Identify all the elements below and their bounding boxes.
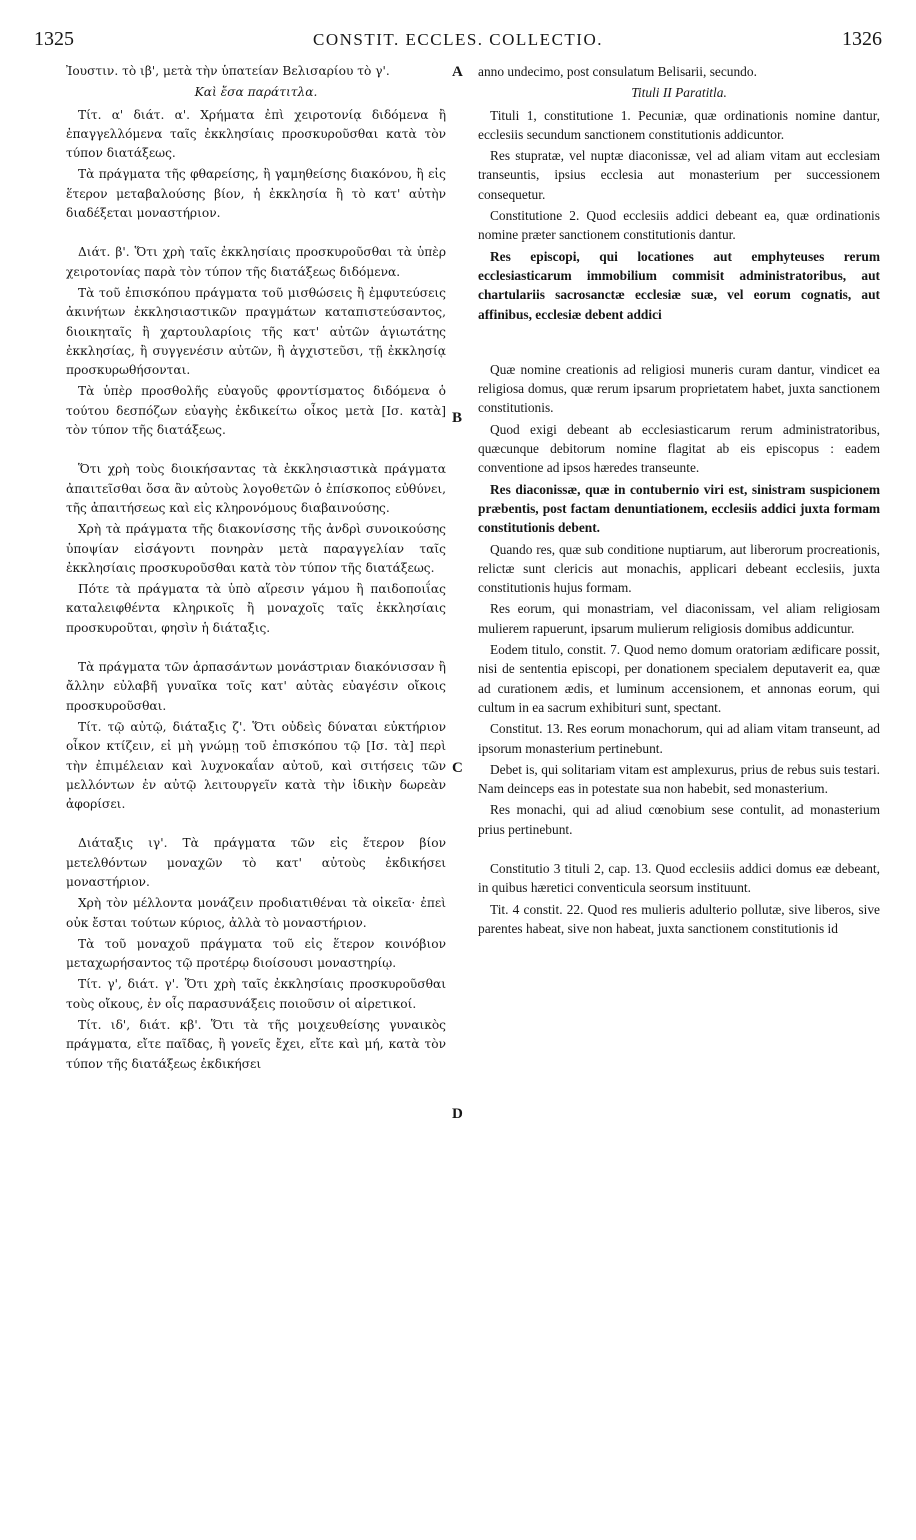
greek-paragraph: Τὰ πράγματα τῶν ἁρπασάντων μονάστριαν διακόνισσαν ἢ ἄλλην εὐλαβῆ γυναῖκα τοῖς κατ' αὐτὰς εὐαγέσιν οἴκοις προσκυροῦσθαι.	[66, 660, 446, 713]
section-marker-b: B	[452, 410, 463, 426]
latin-paragraph: Tituli 1, constitutione 1. Pecuniæ, quæ ordinationis nomine dantur, ecclesiis secundum sanctionem constitutionis addicuntor.	[478, 107, 880, 142]
latin-paragraph: Quod exigi debeant ab ecclesiasticarum rerum administratoribus, quæcunque debitorum nomine flagitat ab eis episcopus : eadem conventione ad ipsos hæredes transeunte.	[478, 421, 880, 476]
latin-paragraph: Tit. 4 constit. 22. Quod res mulieris adulterio pollutæ, sive liberos, sive parentes habeat, sive non habeat, juxta sanctionem constitutionis id	[478, 901, 880, 936]
latin-paragraph: Quæ nomine creationis ad religiosi muneris curam dantur, vindicet ea religiosa domus, quæ rerum ipsarum proprietatem habet, juxta sanctionem constitutionis.	[478, 361, 880, 416]
latin-paragraph: Eodem titulo, constit. 7. Quod nemo domum oratoriam ædificare possit, nisi de sententia episcopi, per donationem specialem deputaverit ea, quæ ad curationem ædis, et luminum accensionem, et annonas eorum, qui cultum in ea sacrum exhibituri sunt, spectant.	[478, 642, 880, 715]
greek-paragraph: Τὰ τοῦ μοναχοῦ πράγματα τοῦ εἰς ἕτερον κοινόβιον μεταχωρήσαντος τῷ προτέρῳ διοίσουσι μοναστηρίῳ.	[66, 936, 446, 971]
running-title: CONSTIT. ECCLES. COLLECTIO.	[313, 30, 603, 49]
greek-paragraph: Τίτ. α' διάτ. α'. Χρήματα ἐπὶ χειροτονίᾳ διδόμενα ἢ ἐπαγγελλόμενα ταῖς ἐκκλησίαις προσκυροῦσθαι κατὰ τὸν τύπον διατάξεως.	[66, 107, 446, 161]
column-number-right: 1326	[842, 28, 882, 50]
greek-paragraph: Τίτ. γ', διάτ. γ'. Ὅτι χρὴ ταῖς ἐκκλησίαις προσκυροῦσθαι τοὺς οἴκους, ἐν οἷς παρασυνάξεις ποιοῦσιν οἱ αἱρετικοί.	[66, 977, 446, 1011]
greek-paragraph: Τὰ τοῦ ἐπισκόπου πράγματα τοῦ μισθώσεις ἢ ἐμφυτεύσεις ἀκινήτων ἐκκλησιαστικῶν πραγμάτων καταπιστεύσαντος, διοικηταῖς ἢ χαρτουλαρίοις τῆς κατ' αὐτῶν ἁγιωτάτης ἐκκλησίας, ἢ συγγενέσιν αὐτῶν, ἢ ἀγχιστεῦσι, τῇ ἐκκλησίᾳ προσκυρωθήσονται.	[66, 285, 446, 378]
latin-column	[478, 62, 880, 940]
greek-paragraph: Τίτ. τῷ αὐτῷ, διάταξις ζ'. Ὅτι οὐδεὶς δύναται εὐκτήριον οἶκον κτίζειν, εἰ μὴ γνώμῃ τοῦ ἐπισκόπου τῷ [Ισ. τὰ] περὶ τὴν ἐπιμέλειαν καὶ λυχνοκαΐαν αὐτοῦ, καὶ σιτήσεις τῶν μελλόντων ἐν αὐτῷ λειτουργεῖν κατὰ τὴν ἰδικὴν δωρεὰν ἀφορίσει.	[66, 719, 446, 812]
column-number-left: 1325	[34, 28, 74, 50]
section-marker-c: C	[452, 760, 463, 776]
latin-paragraph: Quando res, quæ sub conditione nuptiarum, aut liberorum procreationis, relictæ sunt clericis aut monachis, applicari debeant ecclesiis, juxta constitutionis hujus formam.	[478, 541, 880, 596]
section-marker-d: D	[452, 1106, 463, 1122]
latin-paragraph: Res episcopi, qui locationes aut emphyteuses rerum ecclesiasticarum immobilium commisit administratoribus, aut chartulariis sacrosanctæ ecclesiæ suæ, vel eorum cognatis, aut affinibus, ecclesiæ debent addici	[478, 248, 880, 322]
running-header	[34, 28, 882, 54]
greek-paragraph: Χρὴ τὰ πράγματα τῆς διακονίσσης τῆς ἀνδρὶ συνοικούσης ὑποψίαν εἰσάγοντι πονηρὰν μετὰ παραγγελίαν ταῖς ἐκκλησίαις προσκυροῦσθαι κατὰ τὸν τύπον τῆς διατάξεως.	[66, 522, 446, 575]
latin-subheading: Tituli II Paratitla.	[631, 85, 727, 101]
greek-paragraph: Ἰουστιν. τὸ ιβ', μετὰ τὴν ὑπατείαν Βελισαρίου τὸ γ'.	[66, 64, 390, 78]
latin-paragraph: Constitutione 2. Quod ecclesiis addici debeant ea, quæ ordinationis nomine præter sanctionem constitutionis dantur.	[478, 208, 880, 243]
latin-paragraph: anno undecimo, post consulatum Belisarii, secundo.	[478, 64, 757, 79]
greek-paragraph: Διάταξις ιγ'. Τὰ πράγματα τῶν εἰς ἕτερον βίον μετελθόντων μοναχῶν τὸ κατ' αὐτοὺς ἐκδικήσει μοναστήριον.	[66, 836, 446, 889]
greek-column	[66, 62, 446, 1076]
latin-paragraph: Res eorum, qui monastriam, vel diaconissam, vel aliam religiosam mulierem rapuerunt, ipsarum mulierum religiosis domibus addicuntur.	[478, 601, 880, 636]
section-marker-a: A	[452, 64, 463, 80]
greek-paragraph: Ὅτι χρὴ τοὺς διοικήσαντας τὰ ἐκκλησιαστικὰ πράγματα ἀπαιτεῖσθαι ὅσα ἂν αὐτοὺς λογοθετῶν ὁ ἐπίσκοπος εὐθύνει, τῆς ἀπαιτήσεως καὶ εἰς κληρονόμους διαβαινούσης.	[66, 462, 446, 515]
greek-subheading: Καὶ ἔσα παράτιτλα.	[194, 85, 318, 100]
greek-paragraph: Τίτ. ιδ', διάτ. κβ'. Ὅτι τὰ τῆς μοιχευθείσης γυναικὸς πράγματα, εἴτε παῖδας, ἢ γονεῖς ἔχει, εἴτε καὶ μή, κατὰ τὸν τύπον τῆς διατάξεως ἐκδικήσει	[66, 1018, 446, 1071]
greek-paragraph: Χρὴ τὸν μέλλοντα μονάζειν προδιατιθέναι τὰ οἰκεῖα· ἐπεὶ οὐκ ἔσται τούτων κύριος, ἀλλὰ τὸ μοναστήριον.	[66, 896, 446, 930]
latin-paragraph: Res monachi, qui ad aliud cœnobium sese contulit, ad monasterium prius pertinebunt.	[478, 802, 880, 837]
latin-paragraph: Constitutio 3 tituli 2, cap. 13. Quod ecclesiis addici domus eæ debeant, in quibus hæretici conventicula seorsum instituunt.	[478, 860, 880, 896]
greek-paragraph: Διάτ. β'. Ὅτι χρὴ ταῖς ἐκκλησίαις προσκυροῦσθαι τὰ ὑπὲρ χειροτονίας παρὰ τὸν τύπον τῆς διατάξεως διδόμενα.	[66, 245, 446, 279]
greek-paragraph: Τὰ ὑπὲρ προσθολῆς εὐαγοῦς φροντίσματος διδόμενα ὁ τούτου δεσπόζων εὐαγὴς ἐκδικείτω οἶκος μετὰ [Ισ. κατὰ] τὸν τύπον τῆς διατάξεως.	[66, 384, 446, 438]
latin-paragraph: Constitut. 13. Res eorum monachorum, qui ad aliam vitam transeunt, ad ipsorum monasterium pertinebunt.	[478, 721, 880, 756]
greek-paragraph: Πότε τὰ πράγματα τὰ ὑπὸ αἵρεσιν γάμου ἢ παιδοποιΐας καταλειφθέντα κληρικοῖς ἢ μοναχοῖς ταῖς ἐκκλησίαις προσκυροῦται, φησὶν ἡ διάταξις.	[66, 582, 446, 635]
latin-paragraph: Debet is, qui solitariam vitam est amplexurus, prius de rebus suis testari. Nam deinceps eas in potestate sua non habebit, sed monasterium.	[478, 761, 880, 797]
greek-paragraph: Τὰ πράγματα τῆς φθαρείσης, ἢ γαμηθείσης διακόνου, ἢ εἰς ἕτερον μεταβαλούσης βίον, ἡ ἐκκλησία ἢ τὸ κατ' αὐτὴν διαδέξεται μοναστήριον.	[66, 167, 446, 221]
latin-paragraph: Res stupratæ, vel nuptæ diaconissæ, vel ad aliam vitam aut ecclesiam transeuntis, ipsius ecclesia aut monasterium per successionem consequetur.	[478, 148, 880, 202]
latin-paragraph: Res diaconissæ, quæ in contubernio viri est, sinistram suspicionem præbentis, post factam denuntiationem, ecclesiis addici juxta formam constitutionis debent.	[478, 481, 880, 536]
